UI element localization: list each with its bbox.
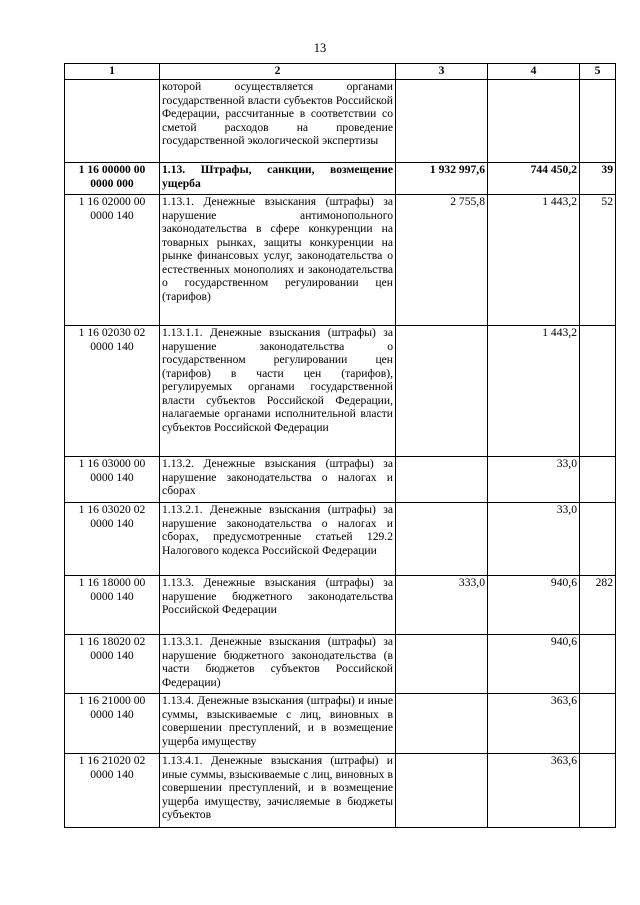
column-header-3: 3 [396, 64, 488, 80]
cell-col5 [580, 80, 616, 163]
cell-col5 [580, 754, 616, 828]
table-row [65, 163, 616, 195]
cell-code: 1 16 02030 02 0000 140 [65, 326, 160, 457]
cell-code [65, 80, 160, 163]
cell-description: 1.13.1. Денежные взыскания (штрафы) за нарушение антимонопольного законодательства в сфере конкуренции на товарных рынках, защиты конкуренции на рынке финансовых услуг, законодательства о естественных монополиях и законодательства о государственном регулировании цен (тарифов) [160, 195, 396, 326]
cell-col3 [396, 635, 488, 694]
cell-col4: 1 443,2 [488, 326, 580, 457]
cell-col5 [580, 326, 616, 457]
cell-description: 1.13.3. Денежные взыскания (штрафы) за нарушение бюджетного законодательства Российской Федерации [160, 576, 396, 635]
table-row [65, 635, 616, 694]
cell-col4: 363,6 [488, 754, 580, 828]
cell-description: 1.13.2.1. Денежные взыскания (штрафы) за нарушение законодательства о налогах и сборах, предусмотренные статьей 129.2 Налогового кодекса Российской Федерации [160, 503, 396, 576]
cell-description: 1.13.4.1. Денежные взыскания (штрафы) и иные суммы, взыскиваемые с лиц, виновных в совершении преступлений, и в возмещение ущерба имуществу, зачисляемые в бюджеты субъектов [160, 754, 396, 828]
table-row [65, 576, 616, 635]
cell-code: 1 16 21020 02 0000 140 [65, 754, 160, 828]
cell-description: 1.13.1.1. Денежные взыскания (штрафы) за нарушение законодательства о государственном регулировании цен (тарифов) в части цен (тарифов), регулируемых органами государственной власти субъектов Российской Федерации, налагаемые органами исполнительной власти субъектов Российской Федерации [160, 326, 396, 457]
table-row [65, 754, 616, 828]
cell-col4: 33,0 [488, 503, 580, 576]
cell-col4: 33,0 [488, 457, 580, 503]
table-row [65, 503, 616, 576]
cell-col3 [396, 754, 488, 828]
cell-col3: 1 932 997,6 [396, 163, 488, 195]
cell-col4: 1 443,2 [488, 195, 580, 326]
cell-col3: 2 755,8 [396, 195, 488, 326]
cell-code: 1 16 18000 00 0000 140 [65, 576, 160, 635]
cell-col4 [488, 80, 580, 163]
cell-col3 [396, 694, 488, 754]
column-header-5: 5 [580, 64, 616, 80]
cell-col5: 282 [580, 576, 616, 635]
cell-code: 1 16 02000 00 0000 140 [65, 195, 160, 326]
cell-description: 1.13. Штрафы, санкции, возмещение ущерба [160, 163, 396, 195]
column-header-2: 2 [160, 64, 396, 80]
budget-table [64, 63, 616, 828]
table-row [65, 457, 616, 503]
cell-col4: 940,6 [488, 576, 580, 635]
cell-col3 [396, 326, 488, 457]
cell-col3 [396, 503, 488, 576]
cell-col5: 39 [580, 163, 616, 195]
cell-col3 [396, 80, 488, 163]
column-header-1: 1 [65, 64, 160, 80]
cell-code: 1 16 21000 00 0000 140 [65, 694, 160, 754]
cell-col5: 52 [580, 195, 616, 326]
table-row [65, 694, 616, 754]
cell-code: 1 16 03020 02 0000 140 [65, 503, 160, 576]
cell-col3 [396, 457, 488, 503]
cell-code: 1 16 03000 00 0000 140 [65, 457, 160, 503]
cell-col3: 333,0 [396, 576, 488, 635]
cell-description: 1.13.3.1. Денежные взыскания (штрафы) за нарушение бюджетного законодательства (в части бюджетов субъектов Российской Федерации) [160, 635, 396, 694]
cell-col5 [580, 503, 616, 576]
table-row [65, 80, 616, 163]
cell-col4: 363,6 [488, 694, 580, 754]
table-row [65, 326, 616, 457]
cell-col5 [580, 457, 616, 503]
cell-col4: 744 450,2 [488, 163, 580, 195]
cell-code: 1 16 18020 02 0000 140 [65, 635, 160, 694]
cell-description: 1.13.4. Денежные взыскания (штрафы) и иные суммы, взыскиваемые с лиц, виновных в совершении преступлений, и в возмещение ущерба имуществу [160, 694, 396, 754]
cell-col5 [580, 694, 616, 754]
cell-code: 1 16 00000 00 0000 000 [65, 163, 160, 195]
cell-col5 [580, 635, 616, 694]
cell-description: 1.13.2. Денежные взыскания (штрафы) за нарушение законодательства о налогах и сборах [160, 457, 396, 503]
cell-col4: 940,6 [488, 635, 580, 694]
table-row [65, 195, 616, 326]
table-header-row [65, 64, 616, 80]
page-number: 13 [313, 41, 327, 55]
table-body [65, 80, 616, 828]
cell-description: которой осуществляется органами государственной власти субъектов Российской Федерации, рассчитанные в соответствии со сметой расходов на проведение государственной экологической экспертизы [160, 80, 396, 163]
column-header-4: 4 [488, 64, 580, 80]
